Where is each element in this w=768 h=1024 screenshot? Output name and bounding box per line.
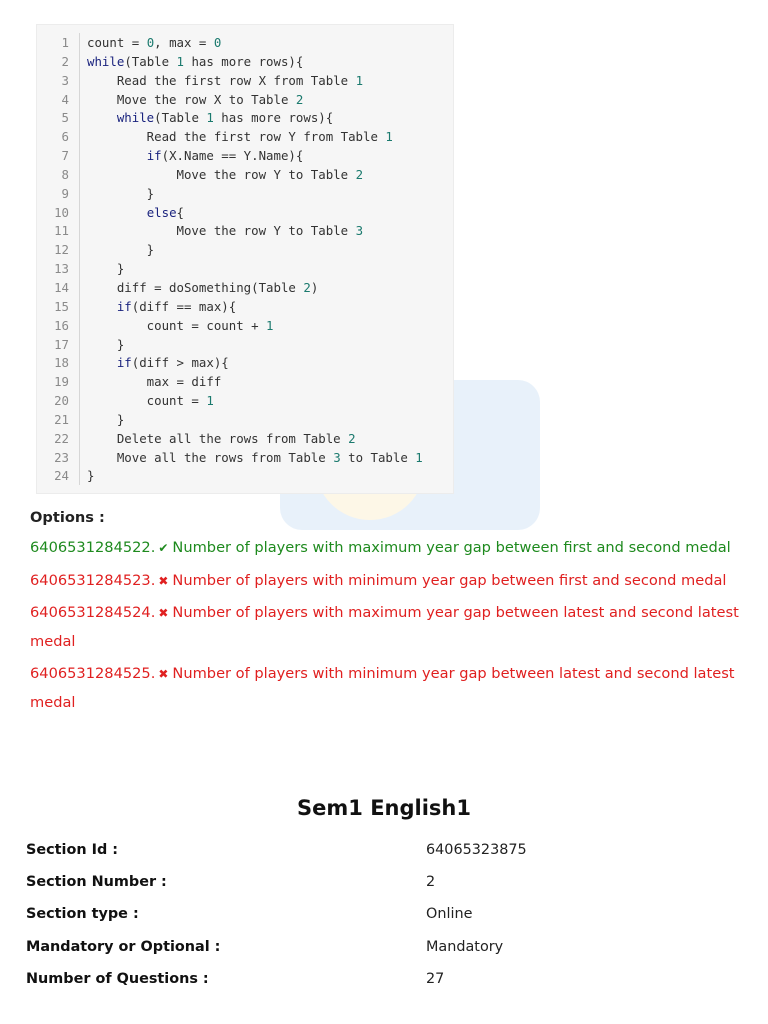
detail-label: Section Id : — [26, 842, 119, 858]
section-detail-row — [26, 836, 726, 868]
detail-label: Number of Questions : — [26, 970, 209, 987]
detail-value: Mandatory — [426, 938, 504, 955]
options-title: Options : — [30, 509, 105, 526]
code-text: Move the row Y to Table 2 — [87, 166, 364, 182]
code-text: } — [87, 336, 125, 352]
line-number: 3 — [61, 72, 69, 88]
code-lines — [37, 34, 453, 486]
code-line — [37, 72, 453, 91]
code-text: } — [87, 411, 125, 427]
cross-icon: ✖ — [158, 573, 169, 588]
line-number: 1 — [61, 35, 69, 50]
code-text: else{ — [146, 204, 184, 220]
code-line — [37, 91, 453, 110]
line-number: 10 — [54, 204, 69, 220]
code-line — [37, 411, 453, 430]
line-number: 23 — [54, 449, 69, 465]
code-text: Delete all the rows from Table 2 — [87, 430, 356, 446]
detail-label: Section type : — [26, 906, 139, 923]
cross-icon: ✖ — [158, 606, 169, 620]
option-text: Number of players with minimum year gap between first and second medal — [172, 571, 727, 589]
code-line — [37, 317, 453, 336]
options-list — [30, 534, 742, 717]
code-line — [37, 53, 453, 72]
code-text: if(X.Name == Y.Name){ — [146, 148, 304, 164]
line-number: 14 — [54, 279, 69, 295]
option-id: 6406531284522. — [30, 539, 156, 556]
code-text: count = 0, max = 0 — [87, 35, 222, 50]
code-text: } — [87, 468, 95, 484]
detail-label: Section Number : — [26, 874, 167, 891]
detail-value: 64065323875 — [426, 842, 527, 858]
line-number: 16 — [54, 317, 69, 333]
line-number: 19 — [54, 374, 69, 390]
line-number: 4 — [61, 91, 69, 107]
option-id: 6406531284524. — [30, 604, 156, 621]
code-line — [37, 166, 453, 185]
line-number: 13 — [54, 261, 69, 277]
option-item — [30, 567, 742, 596]
option-item — [30, 599, 742, 656]
line-number: 22 — [54, 430, 69, 446]
detail-value: 2 — [426, 874, 436, 891]
code-line — [37, 222, 453, 241]
line-number: 2 — [61, 53, 69, 69]
line-number: 6 — [61, 129, 69, 145]
code-line — [37, 34, 453, 53]
code-text: } — [87, 261, 125, 277]
code-line — [37, 392, 453, 411]
detail-value: Online — [426, 906, 473, 923]
option-text: Number of players with maximum year gap between first and second medal — [172, 539, 731, 556]
code-text: Move all the rows from Table 3 to Table 1 — [87, 449, 423, 465]
code-text: if(diff == max){ — [116, 298, 237, 314]
code-text: diff = doSomething(Table 2) — [87, 279, 319, 295]
section-detail-row — [26, 900, 726, 932]
line-number: 18 — [54, 355, 69, 371]
code-line — [37, 128, 453, 147]
code-line — [37, 185, 453, 204]
section-detail-row — [26, 933, 726, 965]
options-panel — [30, 506, 742, 717]
option-item — [30, 534, 742, 563]
line-number: 12 — [54, 242, 69, 258]
option-text: Number of players with minimum year gap between latest and second latest medal — [30, 665, 735, 711]
code-line — [37, 373, 453, 392]
code-line — [37, 260, 453, 279]
check-icon: ✔ — [158, 541, 169, 555]
option-text: Number of players with maximum year gap between latest and second latest medal — [30, 604, 739, 650]
line-number: 11 — [54, 223, 69, 239]
section-detail-row — [26, 868, 726, 900]
code-text: Read the first row X from Table 1 — [87, 72, 364, 88]
line-number: 15 — [54, 298, 69, 314]
option-id: 6406531284525. — [30, 665, 156, 682]
code-text: Move the row X to Table 2 — [87, 91, 304, 107]
line-number: 21 — [54, 411, 69, 427]
detail-value: 27 — [426, 970, 445, 987]
code-text: count = count + 1 — [87, 317, 274, 333]
code-block — [36, 24, 454, 494]
code-text: count = 1 — [87, 393, 214, 409]
code-line — [37, 241, 453, 260]
code-text: Read the first row Y from Table 1 — [87, 129, 393, 145]
option-id: 6406531284523. — [30, 571, 156, 589]
line-number: 17 — [54, 336, 69, 352]
code-text: } — [87, 242, 155, 258]
code-line — [37, 449, 453, 468]
code-text: while(Table 1 has more rows){ — [87, 53, 304, 69]
section-detail-row — [26, 965, 726, 997]
line-number: 24 — [54, 468, 69, 484]
code-line — [37, 279, 453, 298]
line-number: 20 — [54, 393, 69, 409]
code-text: if(diff > max){ — [116, 355, 229, 371]
code-text: Move the row Y to Table 3 — [87, 223, 364, 239]
code-line — [37, 430, 453, 449]
line-number: 8 — [61, 166, 69, 182]
code-text: } — [87, 185, 155, 201]
line-number: 5 — [61, 110, 69, 126]
code-text: while(Table 1 has more rows){ — [116, 110, 334, 126]
code-text: max = diff — [87, 374, 222, 390]
code-line — [37, 467, 453, 486]
detail-label: Mandatory or Optional : — [26, 938, 221, 955]
code-line — [37, 298, 453, 317]
option-item — [30, 660, 742, 717]
line-number: 7 — [61, 148, 69, 164]
section-title: Sem1 English1 — [297, 796, 471, 820]
code-line — [37, 204, 453, 223]
code-line — [37, 336, 453, 355]
cross-icon: ✖ — [158, 667, 169, 681]
code-line — [37, 354, 453, 373]
line-number: 9 — [61, 185, 69, 201]
code-line — [37, 109, 453, 128]
code-line — [37, 147, 453, 166]
section-details — [26, 836, 726, 997]
